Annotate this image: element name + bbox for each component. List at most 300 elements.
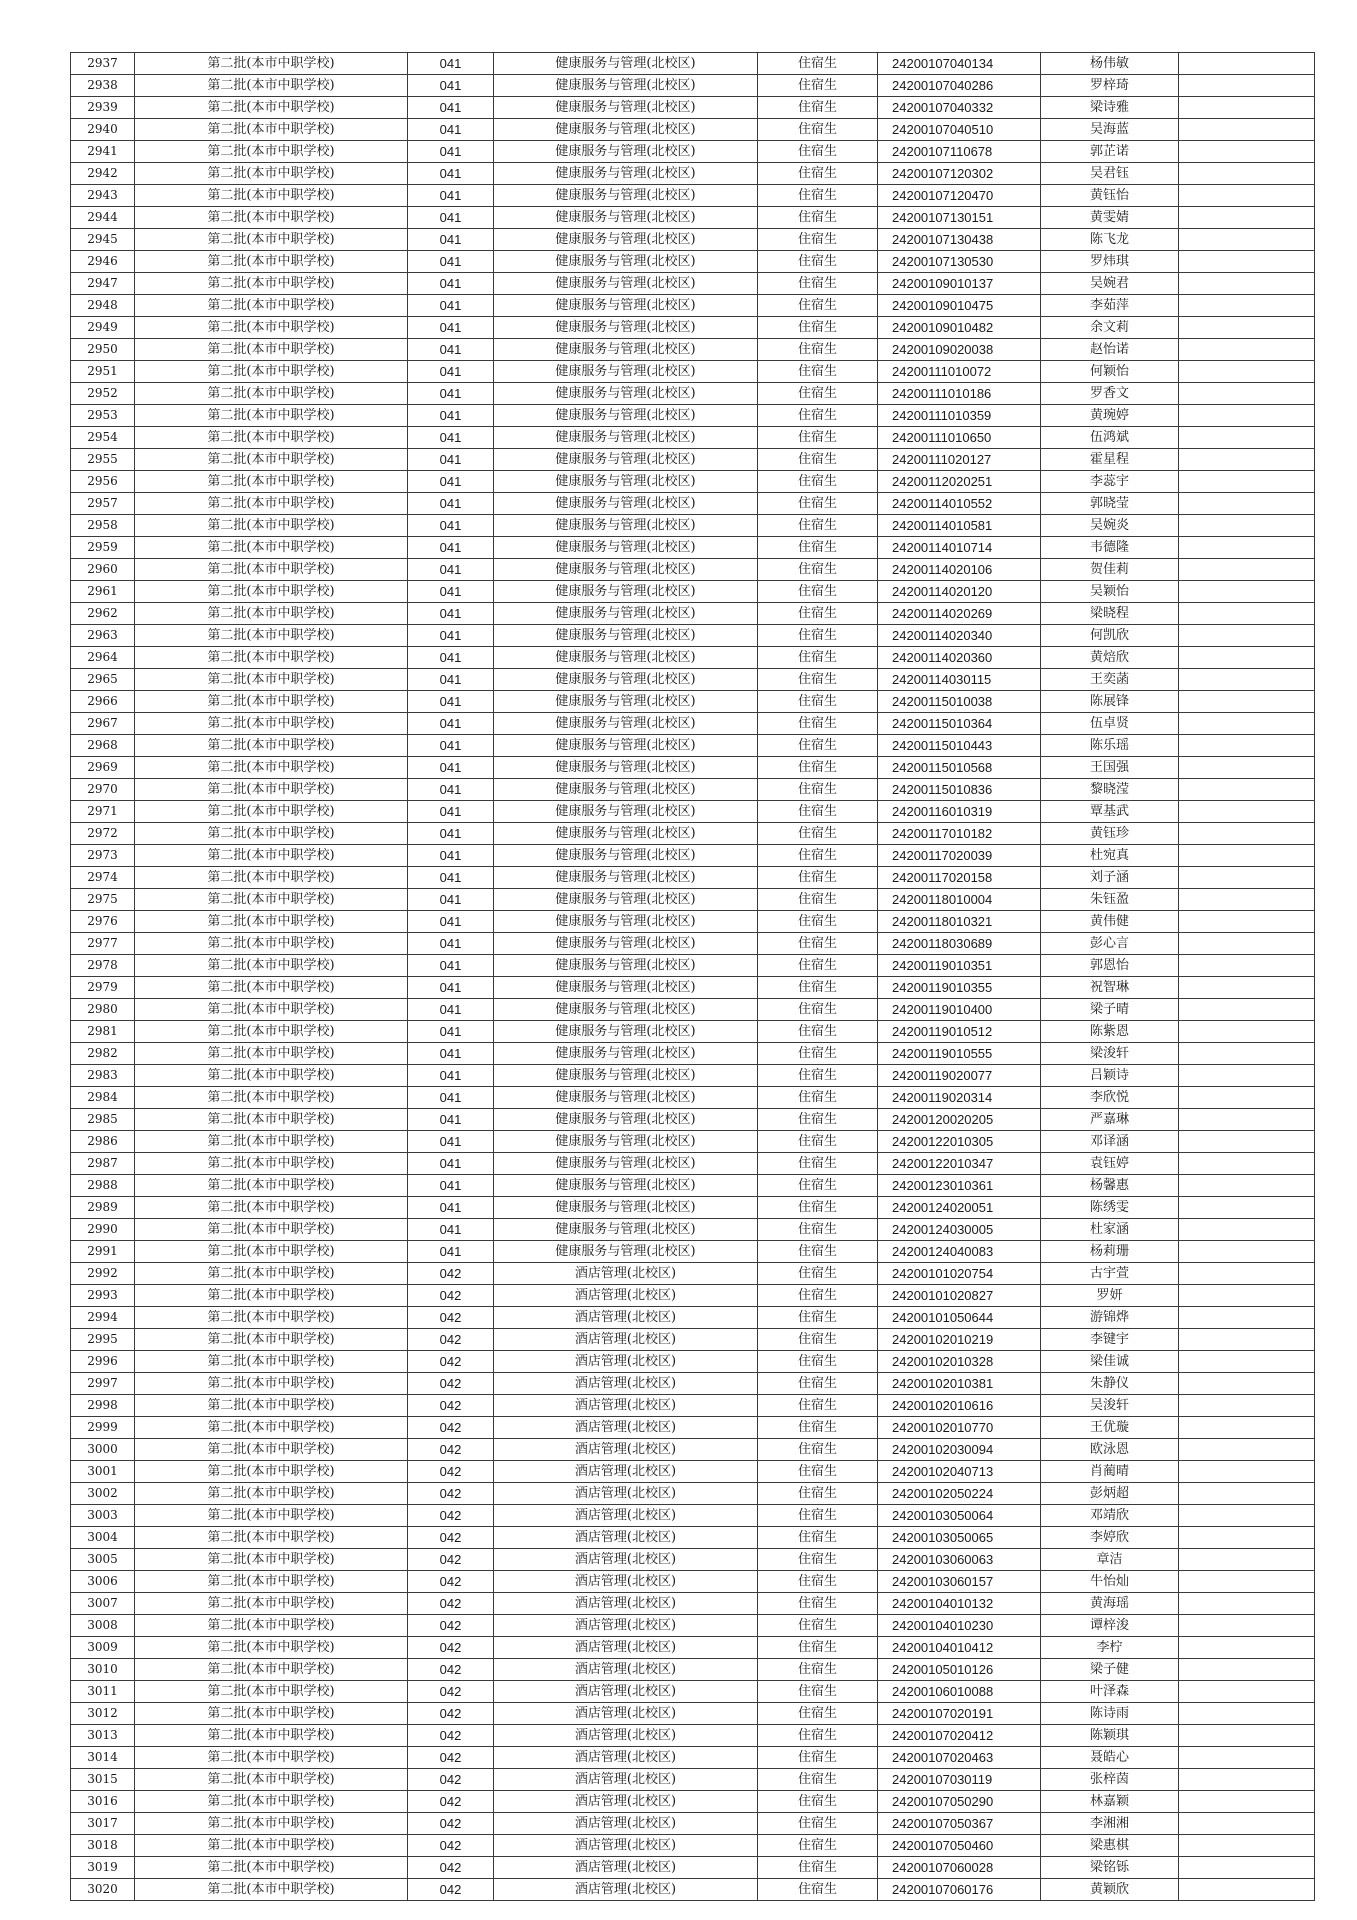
table-row xyxy=(71,1417,1315,1439)
major-code-cell: 041 xyxy=(408,757,494,779)
residence-type-cell: 住宿生 xyxy=(758,1703,878,1725)
residence-type-cell: 住宿生 xyxy=(758,449,878,471)
blank-cell xyxy=(1179,1307,1315,1329)
major-code-cell: 042 xyxy=(408,1703,494,1725)
student-name-cell: 李蕊宇 xyxy=(1041,471,1179,493)
batch-cell: 第二批(本市中职学校) xyxy=(135,75,408,97)
table-row xyxy=(71,1065,1315,1087)
student-name-cell: 欧泳恩 xyxy=(1041,1439,1179,1461)
blank-cell xyxy=(1179,801,1315,823)
table-row xyxy=(71,713,1315,735)
major-name-cell: 健康服务与管理(北校区) xyxy=(494,823,758,845)
student-name-cell: 王国强 xyxy=(1041,757,1179,779)
blank-cell xyxy=(1179,339,1315,361)
student-name-cell: 杜宛真 xyxy=(1041,845,1179,867)
major-name-cell: 酒店管理(北校区) xyxy=(494,1637,758,1659)
row-number: 2948 xyxy=(71,295,135,317)
table-row xyxy=(71,1307,1315,1329)
row-number: 2938 xyxy=(71,75,135,97)
blank-cell xyxy=(1179,735,1315,757)
major-code-cell: 041 xyxy=(408,647,494,669)
blank-cell xyxy=(1179,1879,1315,1901)
blank-cell xyxy=(1179,53,1315,75)
batch-cell: 第二批(本市中职学校) xyxy=(135,779,408,801)
residence-type-cell: 住宿生 xyxy=(758,141,878,163)
major-code-cell: 042 xyxy=(408,1351,494,1373)
blank-cell xyxy=(1179,427,1315,449)
row-number: 2974 xyxy=(71,867,135,889)
row-number: 3006 xyxy=(71,1571,135,1593)
student-name-cell: 黄钰珍 xyxy=(1041,823,1179,845)
major-code-cell: 041 xyxy=(408,713,494,735)
major-code-cell: 041 xyxy=(408,515,494,537)
blank-cell xyxy=(1179,1329,1315,1351)
residence-type-cell: 住宿生 xyxy=(758,1285,878,1307)
exam-id-cell: 24200114020340 xyxy=(878,625,1041,647)
major-name-cell: 健康服务与管理(北校区) xyxy=(494,185,758,207)
major-name-cell: 酒店管理(北校区) xyxy=(494,1461,758,1483)
batch-cell: 第二批(本市中职学校) xyxy=(135,1791,408,1813)
blank-cell xyxy=(1179,163,1315,185)
residence-type-cell: 住宿生 xyxy=(758,427,878,449)
blank-cell xyxy=(1179,1153,1315,1175)
major-name-cell: 健康服务与管理(北校区) xyxy=(494,1021,758,1043)
blank-cell xyxy=(1179,493,1315,515)
exam-id-cell: 24200107130438 xyxy=(878,229,1041,251)
major-code-cell: 042 xyxy=(408,1879,494,1901)
row-number: 3008 xyxy=(71,1615,135,1637)
row-number: 2937 xyxy=(71,53,135,75)
major-name-cell: 健康服务与管理(北校区) xyxy=(494,493,758,515)
batch-cell: 第二批(本市中职学校) xyxy=(135,1681,408,1703)
student-name-cell: 彭炳超 xyxy=(1041,1483,1179,1505)
blank-cell xyxy=(1179,1703,1315,1725)
major-name-cell: 酒店管理(北校区) xyxy=(494,1439,758,1461)
batch-cell: 第二批(本市中职学校) xyxy=(135,1329,408,1351)
major-name-cell: 健康服务与管理(北校区) xyxy=(494,1219,758,1241)
exam-id-cell: 24200119010400 xyxy=(878,999,1041,1021)
residence-type-cell: 住宿生 xyxy=(758,1483,878,1505)
major-code-cell: 041 xyxy=(408,889,494,911)
blank-cell xyxy=(1179,845,1315,867)
batch-cell: 第二批(本市中职学校) xyxy=(135,713,408,735)
row-number: 2981 xyxy=(71,1021,135,1043)
batch-cell: 第二批(本市中职学校) xyxy=(135,1021,408,1043)
exam-id-cell: 24200115010038 xyxy=(878,691,1041,713)
table-row xyxy=(71,1153,1315,1175)
major-code-cell: 041 xyxy=(408,1219,494,1241)
table-row xyxy=(71,867,1315,889)
residence-type-cell: 住宿生 xyxy=(758,1791,878,1813)
blank-cell xyxy=(1179,1197,1315,1219)
exam-id-cell: 24200102030094 xyxy=(878,1439,1041,1461)
table-row xyxy=(71,1461,1315,1483)
residence-type-cell: 住宿生 xyxy=(758,537,878,559)
major-code-cell: 042 xyxy=(408,1395,494,1417)
row-number: 3014 xyxy=(71,1747,135,1769)
exam-id-cell: 24200119010512 xyxy=(878,1021,1041,1043)
student-name-cell: 严嘉琳 xyxy=(1041,1109,1179,1131)
exam-id-cell: 24200101050644 xyxy=(878,1307,1041,1329)
major-name-cell: 健康服务与管理(北校区) xyxy=(494,1175,758,1197)
student-name-cell: 梁浚轩 xyxy=(1041,1043,1179,1065)
table-row xyxy=(71,691,1315,713)
student-name-cell: 李欣悦 xyxy=(1041,1087,1179,1109)
row-number: 3018 xyxy=(71,1835,135,1857)
row-number: 2941 xyxy=(71,141,135,163)
major-code-cell: 041 xyxy=(408,867,494,889)
student-name-cell: 梁子晴 xyxy=(1041,999,1179,1021)
row-number: 3015 xyxy=(71,1769,135,1791)
residence-type-cell: 住宿生 xyxy=(758,1527,878,1549)
residence-type-cell: 住宿生 xyxy=(758,1219,878,1241)
table-row xyxy=(71,735,1315,757)
blank-cell xyxy=(1179,471,1315,493)
blank-cell xyxy=(1179,405,1315,427)
residence-type-cell: 住宿生 xyxy=(758,559,878,581)
major-code-cell: 042 xyxy=(408,1813,494,1835)
major-code-cell: 041 xyxy=(408,273,494,295)
row-number: 2963 xyxy=(71,625,135,647)
major-name-cell: 健康服务与管理(北校区) xyxy=(494,537,758,559)
student-name-cell: 黄焙欣 xyxy=(1041,647,1179,669)
batch-cell: 第二批(本市中职学校) xyxy=(135,999,408,1021)
major-name-cell: 酒店管理(北校区) xyxy=(494,1263,758,1285)
exam-id-cell: 24200101020827 xyxy=(878,1285,1041,1307)
major-code-cell: 041 xyxy=(408,779,494,801)
residence-type-cell: 住宿生 xyxy=(758,1109,878,1131)
exam-id-cell: 24200101020754 xyxy=(878,1263,1041,1285)
row-number: 2958 xyxy=(71,515,135,537)
batch-cell: 第二批(本市中职学校) xyxy=(135,1857,408,1879)
batch-cell: 第二批(本市中职学校) xyxy=(135,1285,408,1307)
exam-id-cell: 24200105010126 xyxy=(878,1659,1041,1681)
blank-cell xyxy=(1179,1439,1315,1461)
row-number: 2985 xyxy=(71,1109,135,1131)
major-code-cell: 041 xyxy=(408,493,494,515)
batch-cell: 第二批(本市中职学校) xyxy=(135,1879,408,1901)
batch-cell: 第二批(本市中职学校) xyxy=(135,1725,408,1747)
admission-list-sheet xyxy=(70,52,1314,1901)
blank-cell xyxy=(1179,977,1315,999)
residence-type-cell: 住宿生 xyxy=(758,735,878,757)
major-code-cell: 041 xyxy=(408,1175,494,1197)
row-number: 2987 xyxy=(71,1153,135,1175)
residence-type-cell: 住宿生 xyxy=(758,1549,878,1571)
residence-type-cell: 住宿生 xyxy=(758,845,878,867)
table-row xyxy=(71,1769,1315,1791)
major-name-cell: 酒店管理(北校区) xyxy=(494,1395,758,1417)
residence-type-cell: 住宿生 xyxy=(758,97,878,119)
table-row xyxy=(71,207,1315,229)
exam-id-cell: 24200104010412 xyxy=(878,1637,1041,1659)
row-number: 2956 xyxy=(71,471,135,493)
exam-id-cell: 24200104010230 xyxy=(878,1615,1041,1637)
major-name-cell: 酒店管理(北校区) xyxy=(494,1879,758,1901)
student-name-cell: 朱静仪 xyxy=(1041,1373,1179,1395)
batch-cell: 第二批(本市中职学校) xyxy=(135,471,408,493)
batch-cell: 第二批(本市中职学校) xyxy=(135,1153,408,1175)
major-name-cell: 酒店管理(北校区) xyxy=(494,1307,758,1329)
exam-id-cell: 24200107130151 xyxy=(878,207,1041,229)
table-row xyxy=(71,273,1315,295)
exam-id-cell: 24200114010552 xyxy=(878,493,1041,515)
row-number: 3009 xyxy=(71,1637,135,1659)
student-name-cell: 何颖怡 xyxy=(1041,361,1179,383)
residence-type-cell: 住宿生 xyxy=(758,757,878,779)
major-name-cell: 酒店管理(北校区) xyxy=(494,1527,758,1549)
batch-cell: 第二批(本市中职学校) xyxy=(135,449,408,471)
batch-cell: 第二批(本市中职学校) xyxy=(135,1637,408,1659)
student-name-cell: 李柠 xyxy=(1041,1637,1179,1659)
major-code-cell: 041 xyxy=(408,449,494,471)
student-name-cell: 赵怡诺 xyxy=(1041,339,1179,361)
table-row xyxy=(71,449,1315,471)
row-number: 2989 xyxy=(71,1197,135,1219)
student-name-cell: 杨馨惠 xyxy=(1041,1175,1179,1197)
batch-cell: 第二批(本市中职学校) xyxy=(135,1505,408,1527)
table-row xyxy=(71,251,1315,273)
table-row xyxy=(71,1637,1315,1659)
residence-type-cell: 住宿生 xyxy=(758,1615,878,1637)
row-number: 3017 xyxy=(71,1813,135,1835)
major-code-cell: 041 xyxy=(408,229,494,251)
major-name-cell: 健康服务与管理(北校区) xyxy=(494,867,758,889)
exam-id-cell: 24200118010321 xyxy=(878,911,1041,933)
table-row xyxy=(71,1087,1315,1109)
blank-cell xyxy=(1179,361,1315,383)
table-row xyxy=(71,581,1315,603)
blank-cell xyxy=(1179,1659,1315,1681)
student-name-cell: 梁诗雅 xyxy=(1041,97,1179,119)
table-row xyxy=(71,1373,1315,1395)
major-code-cell: 041 xyxy=(408,669,494,691)
batch-cell: 第二批(本市中职学校) xyxy=(135,1131,408,1153)
blank-cell xyxy=(1179,1043,1315,1065)
table-row xyxy=(71,1219,1315,1241)
table-row xyxy=(71,339,1315,361)
table-row xyxy=(71,1615,1315,1637)
major-name-cell: 健康服务与管理(北校区) xyxy=(494,471,758,493)
table-row xyxy=(71,1131,1315,1153)
residence-type-cell: 住宿生 xyxy=(758,251,878,273)
blank-cell xyxy=(1179,449,1315,471)
major-code-cell: 041 xyxy=(408,1131,494,1153)
major-code-cell: 041 xyxy=(408,185,494,207)
exam-id-cell: 24200107120302 xyxy=(878,163,1041,185)
residence-type-cell: 住宿生 xyxy=(758,889,878,911)
exam-id-cell: 24200107040510 xyxy=(878,119,1041,141)
residence-type-cell: 住宿生 xyxy=(758,999,878,1021)
major-code-cell: 041 xyxy=(408,251,494,273)
table-row xyxy=(71,1571,1315,1593)
residence-type-cell: 住宿生 xyxy=(758,1351,878,1373)
table-row xyxy=(71,977,1315,999)
residence-type-cell: 住宿生 xyxy=(758,339,878,361)
student-name-cell: 袁钰婷 xyxy=(1041,1153,1179,1175)
major-code-cell: 042 xyxy=(408,1725,494,1747)
exam-id-cell: 24200103060157 xyxy=(878,1571,1041,1593)
student-name-cell: 游锦烨 xyxy=(1041,1307,1179,1329)
table-row xyxy=(71,1593,1315,1615)
exam-id-cell: 24200115010443 xyxy=(878,735,1041,757)
blank-cell xyxy=(1179,1461,1315,1483)
batch-cell: 第二批(本市中职学校) xyxy=(135,515,408,537)
exam-id-cell: 24200118010004 xyxy=(878,889,1041,911)
table-row xyxy=(71,75,1315,97)
row-number: 3011 xyxy=(71,1681,135,1703)
batch-cell: 第二批(本市中职学校) xyxy=(135,141,408,163)
row-number: 2955 xyxy=(71,449,135,471)
student-name-cell: 黎晓滢 xyxy=(1041,779,1179,801)
table-row xyxy=(71,889,1315,911)
blank-cell xyxy=(1179,1087,1315,1109)
row-number: 2971 xyxy=(71,801,135,823)
row-number: 2947 xyxy=(71,273,135,295)
exam-id-cell: 24200118030689 xyxy=(878,933,1041,955)
major-name-cell: 健康服务与管理(北校区) xyxy=(494,933,758,955)
row-number: 2970 xyxy=(71,779,135,801)
student-name-cell: 黄伟健 xyxy=(1041,911,1179,933)
major-code-cell: 041 xyxy=(408,999,494,1021)
exam-id-cell: 24200111010650 xyxy=(878,427,1041,449)
table-row xyxy=(71,1329,1315,1351)
major-name-cell: 健康服务与管理(北校区) xyxy=(494,207,758,229)
student-name-cell: 覃基武 xyxy=(1041,801,1179,823)
major-code-cell: 041 xyxy=(408,339,494,361)
blank-cell xyxy=(1179,273,1315,295)
table-row xyxy=(71,1857,1315,1879)
blank-cell xyxy=(1179,1791,1315,1813)
major-code-cell: 041 xyxy=(408,1153,494,1175)
batch-cell: 第二批(本市中职学校) xyxy=(135,1241,408,1263)
major-name-cell: 酒店管理(北校区) xyxy=(494,1483,758,1505)
major-code-cell: 041 xyxy=(408,823,494,845)
major-code-cell: 041 xyxy=(408,405,494,427)
exam-id-cell: 24200119010351 xyxy=(878,955,1041,977)
batch-cell: 第二批(本市中职学校) xyxy=(135,1395,408,1417)
row-number: 2962 xyxy=(71,603,135,625)
student-name-cell: 贺佳莉 xyxy=(1041,559,1179,581)
student-name-cell: 黄颖欣 xyxy=(1041,1879,1179,1901)
residence-type-cell: 住宿生 xyxy=(758,1835,878,1857)
major-name-cell: 酒店管理(北校区) xyxy=(494,1791,758,1813)
blank-cell xyxy=(1179,251,1315,273)
row-number: 2990 xyxy=(71,1219,135,1241)
exam-id-cell: 24200102050224 xyxy=(878,1483,1041,1505)
batch-cell: 第二批(本市中职学校) xyxy=(135,405,408,427)
student-name-cell: 叶泽森 xyxy=(1041,1681,1179,1703)
student-name-cell: 伍鸿斌 xyxy=(1041,427,1179,449)
batch-cell: 第二批(本市中职学校) xyxy=(135,845,408,867)
exam-id-cell: 24200114010581 xyxy=(878,515,1041,537)
batch-cell: 第二批(本市中职学校) xyxy=(135,53,408,75)
residence-type-cell: 住宿生 xyxy=(758,1175,878,1197)
row-number: 2940 xyxy=(71,119,135,141)
major-name-cell: 健康服务与管理(北校区) xyxy=(494,691,758,713)
table-row xyxy=(71,361,1315,383)
table-row xyxy=(71,823,1315,845)
batch-cell: 第二批(本市中职学校) xyxy=(135,1549,408,1571)
batch-cell: 第二批(本市中职学校) xyxy=(135,625,408,647)
batch-cell: 第二批(本市中职学校) xyxy=(135,1307,408,1329)
batch-cell: 第二批(本市中职学校) xyxy=(135,1219,408,1241)
batch-cell: 第二批(本市中职学校) xyxy=(135,295,408,317)
major-code-cell: 041 xyxy=(408,955,494,977)
major-name-cell: 健康服务与管理(北校区) xyxy=(494,449,758,471)
exam-id-cell: 24200112020251 xyxy=(878,471,1041,493)
major-name-cell: 健康服务与管理(北校区) xyxy=(494,273,758,295)
table-row xyxy=(71,1043,1315,1065)
table-row xyxy=(71,1483,1315,1505)
residence-type-cell: 住宿生 xyxy=(758,1197,878,1219)
residence-type-cell: 住宿生 xyxy=(758,1329,878,1351)
residence-type-cell: 住宿生 xyxy=(758,273,878,295)
blank-cell xyxy=(1179,1373,1315,1395)
student-name-cell: 黄雯婧 xyxy=(1041,207,1179,229)
exam-id-cell: 24200102010381 xyxy=(878,1373,1041,1395)
batch-cell: 第二批(本市中职学校) xyxy=(135,867,408,889)
exam-id-cell: 24200107050460 xyxy=(878,1835,1041,1857)
major-code-cell: 041 xyxy=(408,1197,494,1219)
major-name-cell: 健康服务与管理(北校区) xyxy=(494,713,758,735)
major-code-cell: 042 xyxy=(408,1417,494,1439)
exam-id-cell: 24200102010219 xyxy=(878,1329,1041,1351)
exam-id-cell: 24200111010186 xyxy=(878,383,1041,405)
batch-cell: 第二批(本市中职学校) xyxy=(135,1417,408,1439)
exam-id-cell: 24200120020205 xyxy=(878,1109,1041,1131)
table-row xyxy=(71,1725,1315,1747)
batch-cell: 第二批(本市中职学校) xyxy=(135,1175,408,1197)
batch-cell: 第二批(本市中职学校) xyxy=(135,1263,408,1285)
student-name-cell: 张梓茵 xyxy=(1041,1769,1179,1791)
exam-id-cell: 24200103060063 xyxy=(878,1549,1041,1571)
table-row xyxy=(71,515,1315,537)
student-name-cell: 牛怡灿 xyxy=(1041,1571,1179,1593)
row-number: 2942 xyxy=(71,163,135,185)
exam-id-cell: 24200115010364 xyxy=(878,713,1041,735)
table-row xyxy=(71,1835,1315,1857)
exam-id-cell: 24200122010305 xyxy=(878,1131,1041,1153)
student-name-cell: 陈展锋 xyxy=(1041,691,1179,713)
major-code-cell: 041 xyxy=(408,1109,494,1131)
student-name-cell: 李湘湘 xyxy=(1041,1813,1179,1835)
exam-id-cell: 24200107060176 xyxy=(878,1879,1041,1901)
residence-type-cell: 住宿生 xyxy=(758,405,878,427)
batch-cell: 第二批(本市中职学校) xyxy=(135,735,408,757)
student-name-cell: 韦德隆 xyxy=(1041,537,1179,559)
table-row xyxy=(71,1703,1315,1725)
major-name-cell: 健康服务与管理(北校区) xyxy=(494,669,758,691)
row-number: 2959 xyxy=(71,537,135,559)
major-code-cell: 042 xyxy=(408,1439,494,1461)
major-name-cell: 酒店管理(北校区) xyxy=(494,1659,758,1681)
table-row xyxy=(71,295,1315,317)
residence-type-cell: 住宿生 xyxy=(758,1857,878,1879)
residence-type-cell: 住宿生 xyxy=(758,669,878,691)
batch-cell: 第二批(本市中职学校) xyxy=(135,1109,408,1131)
major-code-cell: 042 xyxy=(408,1659,494,1681)
blank-cell xyxy=(1179,867,1315,889)
table-row xyxy=(71,119,1315,141)
batch-cell: 第二批(本市中职学校) xyxy=(135,823,408,845)
major-name-cell: 健康服务与管理(北校区) xyxy=(494,1153,758,1175)
residence-type-cell: 住宿生 xyxy=(758,1681,878,1703)
batch-cell: 第二批(本市中职学校) xyxy=(135,317,408,339)
blank-cell xyxy=(1179,119,1315,141)
major-name-cell: 酒店管理(北校区) xyxy=(494,1373,758,1395)
student-name-cell: 罗妍 xyxy=(1041,1285,1179,1307)
